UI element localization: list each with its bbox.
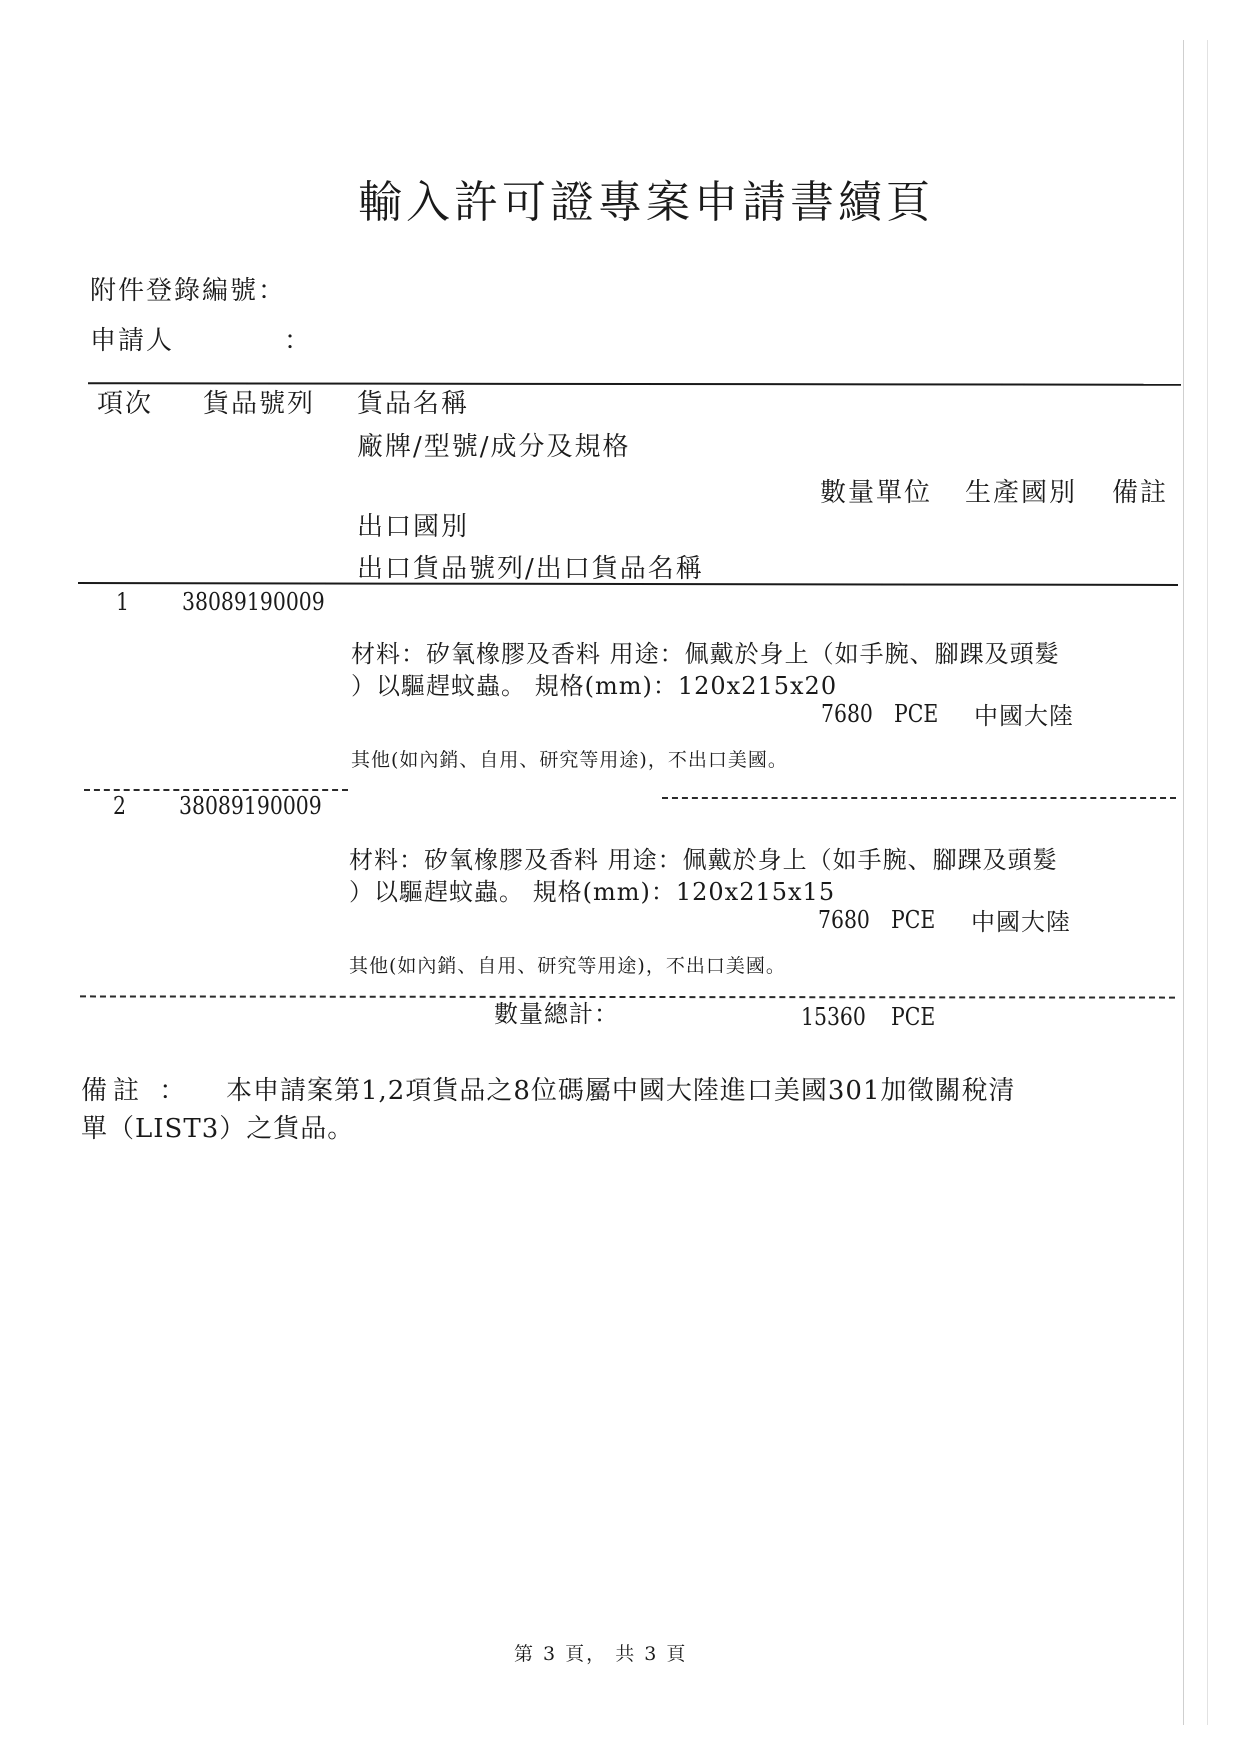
total-quantity-label: 數量總計： xyxy=(494,1000,619,1028)
remarks-line1: 本申請案第1,2項貨品之8位碼屬中國大陸進口美國301加徵關稅清 xyxy=(226,1076,1016,1106)
item-separator-left xyxy=(84,789,348,791)
total-unit: PCE xyxy=(891,1003,936,1031)
item-1-origin: 中國大陸 xyxy=(974,702,1074,730)
total-separator xyxy=(80,995,1175,998)
item-2-no: 2 xyxy=(113,792,126,820)
col-quantity-unit: 數量單位 xyxy=(820,478,933,508)
col-origin: 生產國別 xyxy=(965,478,1078,508)
item-1-no: 1 xyxy=(116,588,129,616)
col-remark: 備註 xyxy=(1112,478,1169,508)
item-1-desc-line2: ）以驅趕蚊蟲。 規格(mm)：120x215x20 xyxy=(351,672,838,700)
scan-edge-line xyxy=(1183,40,1184,1725)
header-bottom-rule xyxy=(78,582,1178,586)
item-1-note: 其他(如內銷、自用、研究等用途)，不出口美國。 xyxy=(351,749,788,771)
item-2-desc-line2: ）以驅趕蚊蟲。 規格(mm)：120x215x15 xyxy=(349,878,836,906)
item-1-unit: PCE xyxy=(894,700,939,728)
item-1-code: 38089190009 xyxy=(182,588,325,616)
remarks-label: 備註 ： xyxy=(81,1076,192,1106)
applicant-label: 申請人 xyxy=(90,326,175,356)
col-brand-spec: 廠牌/型號/成分及規格 xyxy=(357,432,631,462)
item-2-unit: PCE xyxy=(891,906,936,934)
col-goods-code: 貨品號列 xyxy=(203,389,316,419)
item-2-desc-line1: 材料：矽氧橡膠及香料 用途：佩戴於身上（如手腕、腳踝及頭髮 xyxy=(349,846,1058,874)
attachment-number-label: 附件登錄編號： xyxy=(90,276,287,306)
total-quantity: 15360 xyxy=(801,1003,866,1031)
remarks-line2: 單（LIST3）之貨品。 xyxy=(81,1114,355,1144)
item-separator-right xyxy=(662,797,1176,799)
item-1-desc-line1: 材料：矽氧橡膠及香料 用途：佩戴於身上（如手腕、腳踝及頭髮 xyxy=(351,640,1060,668)
page-footer: 第 3 頁， 共 3 頁 xyxy=(514,1643,688,1665)
item-2-code: 38089190009 xyxy=(179,792,322,820)
item-2-note: 其他(如內銷、自用、研究等用途)，不出口美國。 xyxy=(349,955,786,977)
item-2-quantity: 7680 xyxy=(818,906,870,934)
document-title: 輸入許可證專案申請書續頁 xyxy=(358,177,934,228)
scan-edge-line-2 xyxy=(1207,40,1208,1725)
col-goods-name: 貨品名稱 xyxy=(357,389,470,419)
item-2-origin: 中國大陸 xyxy=(971,908,1071,936)
col-item-no: 項次 xyxy=(97,389,154,419)
col-export-goods: 出口貨品號列/出口貨品名稱 xyxy=(357,554,704,584)
item-1-quantity: 7680 xyxy=(821,700,873,728)
col-export-country: 出口國別 xyxy=(357,512,470,542)
applicant-colon: ： xyxy=(284,326,313,356)
